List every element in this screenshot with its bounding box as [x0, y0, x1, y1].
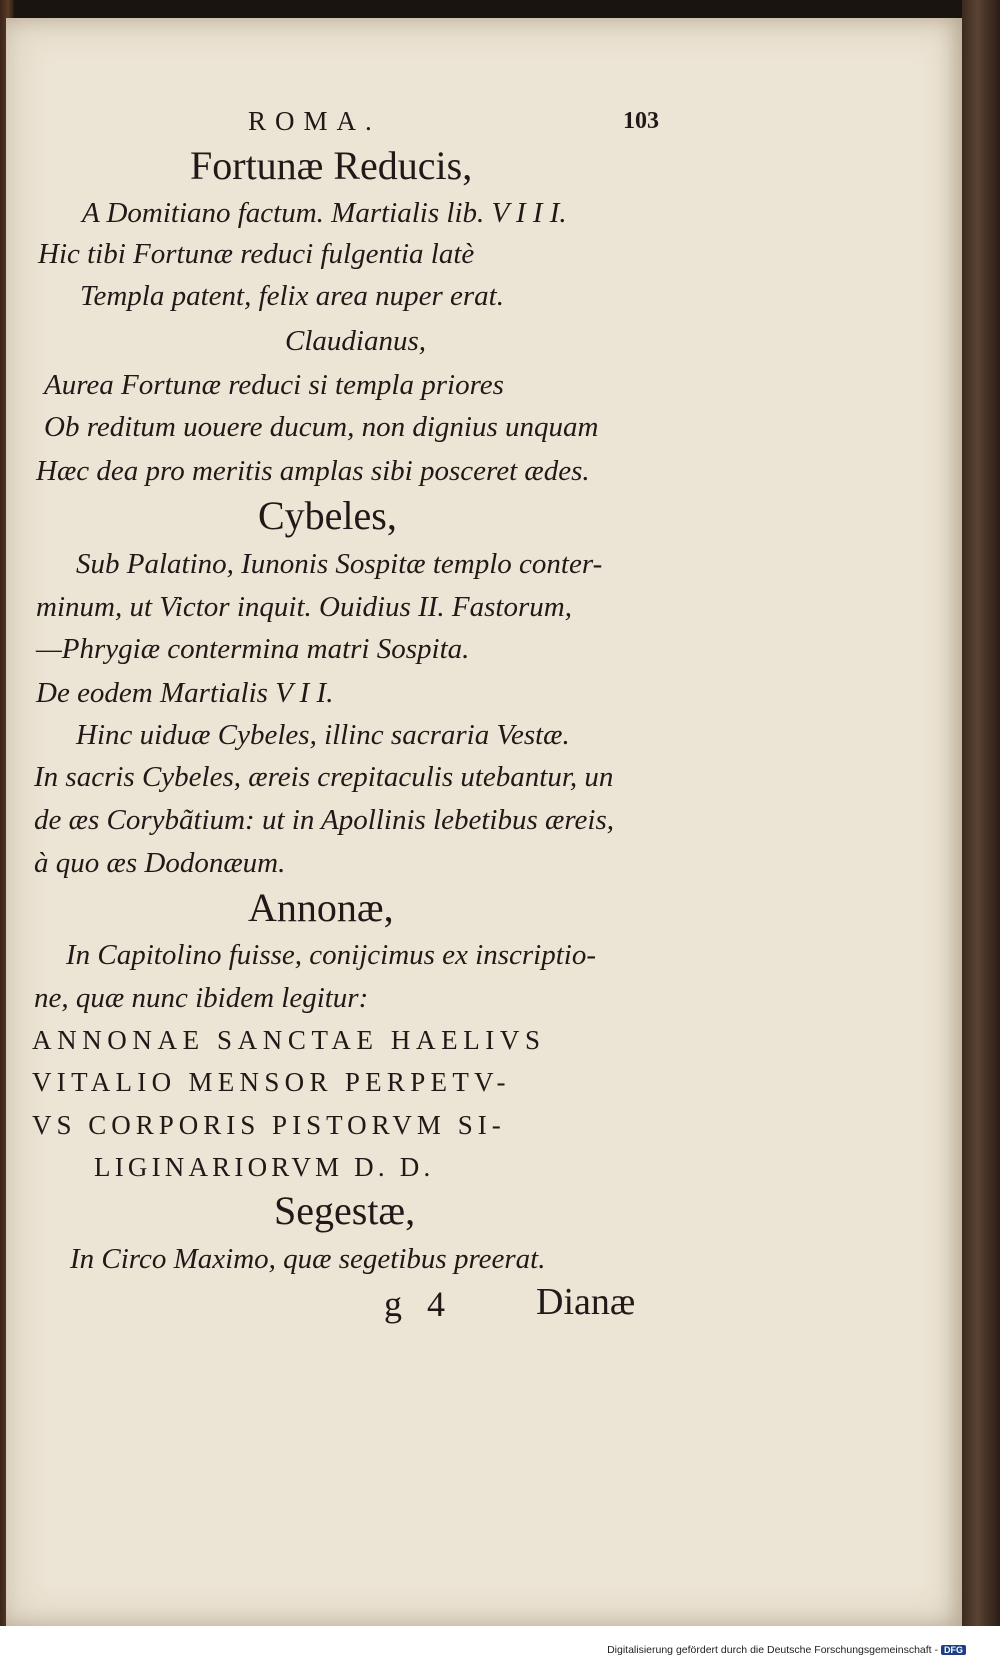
inscription-line: VS CORPORIS PISTORVM SI- — [32, 1110, 506, 1140]
verse-line: Hæc dea pro meritis amplas sibi posceret ædes. — [36, 455, 590, 487]
funding-text: Digitalisierung gefördert durch die Deutsche Forschungsgemeinschaft - — [607, 1644, 938, 1656]
text-line: Sub Palatino, Iunonis Sospitæ templo conter- — [76, 548, 603, 580]
dfg-logo: DFG — [941, 1645, 966, 1655]
verse-line: Templa patent, felix area nuper erat. — [80, 280, 504, 312]
text-line: In Circo Maximo, quæ segetibus preerat. — [70, 1243, 546, 1275]
author-name: Claudianus, — [285, 325, 426, 357]
verse-line: Ob reditum uouere ducum, non dignius unquam — [44, 411, 599, 443]
text-line: In Capitolino fuisse, conijcimus ex inscriptio- — [66, 939, 597, 971]
section-heading-fortunae: Fortunæ Reducis, — [190, 143, 473, 188]
text-line: In sacris Cybeles, æreis crepitaculis utebantur, un — [34, 761, 614, 793]
text-line: de æs Corybãtium: ut in Apollinis lebetibus æreis, — [34, 804, 614, 836]
inscription-line: VITALIO MENSOR PERPETV- — [32, 1067, 511, 1097]
text-line: ne, quæ nunc ibidem legitur: — [34, 982, 369, 1014]
catchword: Dianæ — [536, 1281, 636, 1323]
funding-notice — [607, 1644, 966, 1656]
verse-line: Hic tibi Fortunæ reduci fulgentia latè — [38, 238, 475, 270]
section-heading-cybeles: Cybeles, — [258, 493, 397, 538]
inscription-line: LIGINARIORVM D. D. — [94, 1152, 435, 1182]
section-heading-annonae: Annonæ, — [248, 885, 394, 930]
page-number: 103 — [623, 108, 659, 134]
verse-line: —Phrygiæ contermina matri Sospita. — [36, 633, 470, 665]
section-heading-segestae: Segestæ, — [274, 1188, 416, 1233]
running-title: ROMA. — [248, 106, 381, 136]
signature-mark: g 4 — [384, 1284, 453, 1324]
text-line: minum, ut Victor inquit. Ouidius II. Fastorum, — [36, 591, 572, 623]
text-line: à quo æs Dodonæum. — [34, 847, 286, 879]
text-line: De eodem Martialis V I I. — [36, 677, 334, 709]
verse-line: Aurea Fortunæ reduci si templa priores — [44, 369, 504, 401]
cover-edge — [962, 0, 1000, 1661]
text-line: A Domitiano factum. Martialis lib. V I I I. — [82, 197, 567, 229]
verse-line: Hinc uiduæ Cybeles, illinc sacraria Vestæ. — [76, 719, 570, 751]
inscription-line: ANNONAE SANCTAE HAELIVS — [32, 1025, 546, 1055]
